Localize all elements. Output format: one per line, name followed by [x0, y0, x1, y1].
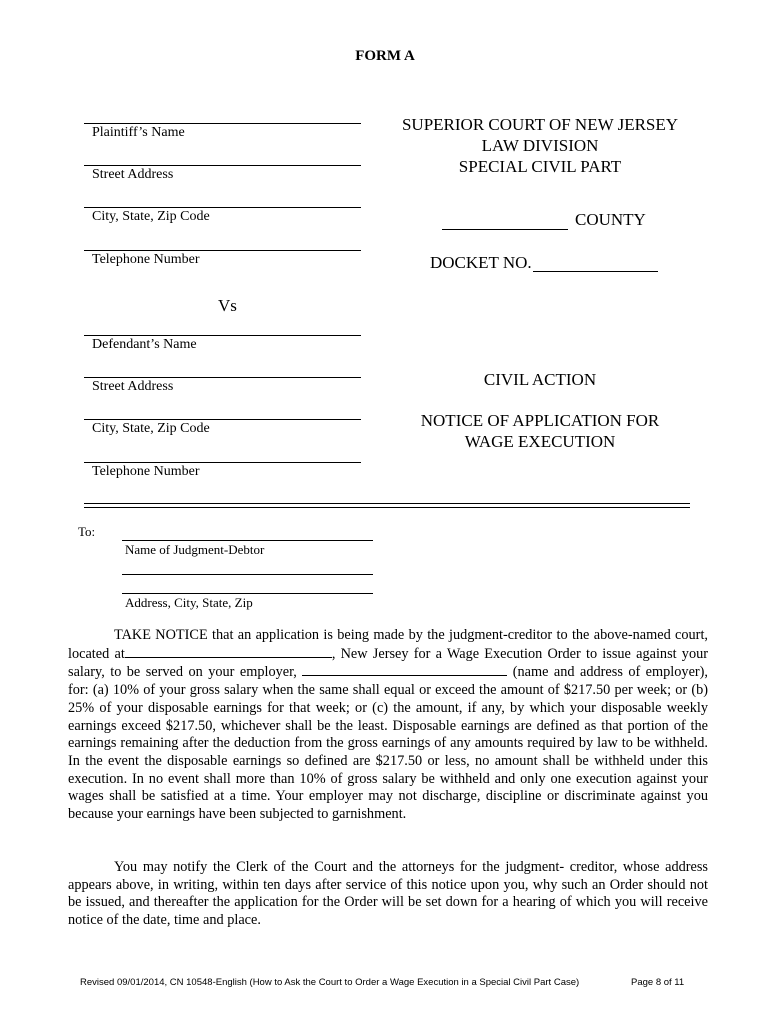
debtor-address-line-2[interactable]: [122, 593, 373, 594]
defendant-street-label: Street Address: [92, 379, 174, 394]
paragraph-1-part-b: , New Jersey for a Wage Execution Order to issue against your salary, to be served on your employer,: [68, 645, 709, 681]
paragraph-1-part-c: (name and address of employer), for: (a) 10% of your gross salary when the same shall equal or exceed the amount of $217.50 per week; or (b) 25% of your disposable earnings for that week; or (c) the amount, if any, by which your disposable weekly earnings exceed $217.50, whichever shall be the least. Disposable earnings are defined as that portion of the earnings remaining after the deduction from the gross earnings of any amounts required by law to be withheld. In the event the disposable earnings so defined are $217.50 or less, no amount shall be withheld under this execution. In no event shall more than 10% of gross salary be withheld and only one execution against your wages shall be satisfied at a time. Your employer may not discharge, discipline or discriminate against you because your earnings have been subjected to garnishment.: [68, 664, 709, 823]
footer-page-number: Page 8 of 11: [631, 977, 685, 988]
debtor-address-label: Address, City, State, Zip: [125, 595, 253, 610]
section-divider: [84, 503, 690, 508]
court-division: LAW DIVISION: [481, 136, 599, 155]
debtor-address-line-1[interactable]: [122, 574, 373, 575]
civil-action-title: CIVIL ACTION: [483, 370, 597, 389]
county-line[interactable]: [442, 229, 568, 230]
plaintiff-street-line[interactable]: [84, 165, 361, 166]
defendant-city-line[interactable]: [84, 419, 361, 420]
notice-paragraph-2: [68, 859, 708, 930]
defendant-street-line[interactable]: [84, 377, 361, 378]
versus-label: Vs: [218, 296, 237, 315]
debtor-name-label: Name of Judgment-Debtor: [125, 542, 265, 557]
paragraph-2-text: You may notify the Clerk of the Court and the attorneys for the judgment- creditor, whose address appears above, in writing, within ten days after service of this notice upon you, why such an Order should not be issued, and thereafter the application for the Order will be set down for a hearing of which you will receive notice of the date, time and place.: [68, 859, 708, 929]
plaintiff-street-label: Street Address: [92, 167, 174, 182]
form-title: FORM A: [355, 48, 415, 64]
docket-label: DOCKET NO.: [430, 253, 532, 272]
court-location-blank[interactable]: [125, 645, 332, 658]
notice-title-line1: NOTICE OF APPLICATION FOR: [420, 411, 660, 430]
defendant-city-label: City, State, Zip Code: [92, 421, 210, 436]
plaintiff-city-line[interactable]: [84, 207, 361, 208]
county-label: COUNTY: [575, 210, 646, 229]
court-part: SPECIAL CIVIL PART: [458, 157, 622, 176]
defendant-name-label: Defendant’s Name: [92, 337, 197, 352]
plaintiff-phone-line[interactable]: [84, 250, 361, 251]
court-name: SUPERIOR COURT OF NEW JERSEY: [401, 115, 679, 134]
defendant-phone-line[interactable]: [84, 462, 361, 463]
defendant-name-line[interactable]: [84, 335, 361, 336]
notice-paragraph-1: [68, 627, 708, 824]
to-label: To:: [78, 524, 96, 539]
plaintiff-phone-label: Telephone Number: [92, 252, 200, 267]
docket-line[interactable]: [533, 271, 658, 272]
paragraph-1-part-a: TAKE NOTICE that an application is being made by the judgment-creditor to the above-named court, located at: [68, 627, 708, 662]
plaintiff-city-label: City, State, Zip Code: [92, 209, 210, 224]
plaintiff-name-label: Plaintiff’s Name: [92, 125, 185, 140]
debtor-name-line[interactable]: [122, 540, 373, 541]
employer-blank[interactable]: [302, 663, 507, 676]
notice-title-line2: WAGE EXECUTION: [464, 432, 616, 451]
plaintiff-name-line[interactable]: [84, 123, 361, 124]
defendant-phone-label: Telephone Number: [92, 464, 200, 479]
footer-revision: Revised 09/01/2014, CN 10548-English (How to Ask the Court to Order a Wage Execution in a Special Civil Part Case): [80, 977, 580, 988]
